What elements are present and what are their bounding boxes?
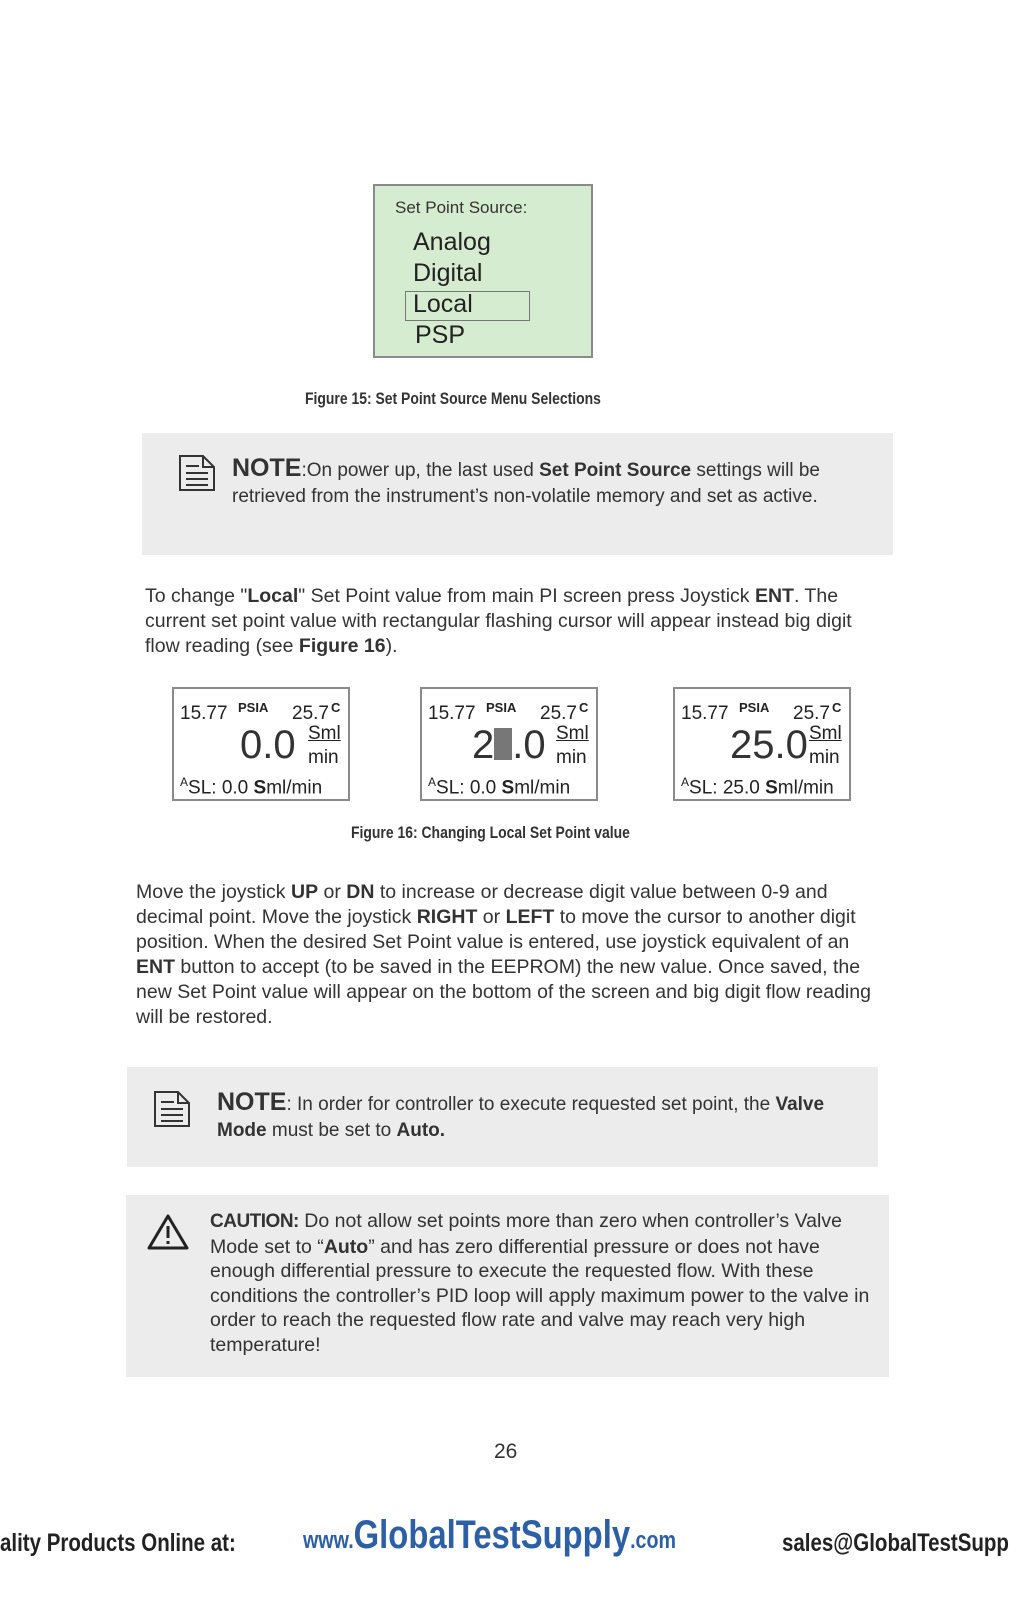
page-number: 26 — [494, 1440, 518, 1463]
p1-bold-c: Figure 16 — [298, 635, 386, 657]
note-box-2 — [127, 1067, 878, 1167]
caution-bold-a: Auto — [323, 1235, 369, 1258]
note-1-text-a: :On power up, the last used — [301, 460, 540, 481]
note-2-text — [217, 1089, 857, 1144]
p2-bold-a: UP — [290, 881, 319, 903]
flow-unit-bottom: min — [556, 747, 587, 768]
menu-header: Set Point Source: — [395, 198, 528, 217]
lcd-screen-2 — [420, 687, 598, 801]
footer-email[interactable]: sales@GlobalTestSupp — [782, 1529, 1009, 1557]
caution-text-a: Do not allow set points more than zero when controller’s Valve Mode set to “ — [210, 1210, 842, 1258]
note-1-text — [232, 455, 872, 510]
p1-c: . The current set point value with rectangular flashing cursor will appear instead big digit flow reading (see — [145, 585, 852, 657]
p1-a: To change " — [145, 585, 248, 607]
note-1-bold-a: Set Point Source — [539, 460, 692, 481]
p2-a: Move the joystick — [136, 881, 291, 903]
p1-d: ). — [385, 635, 398, 657]
menu-option-digital: Digital — [413, 259, 483, 287]
set-point-source-menu — [373, 184, 593, 358]
www-suffix: .com — [630, 1527, 676, 1554]
www-prefix: www. — [303, 1527, 354, 1554]
sl-value: 0.0 — [469, 777, 502, 799]
flow-unit-top: Sml — [308, 723, 341, 744]
temperature-unit: C — [579, 700, 589, 715]
sl-unit: ml/min — [777, 777, 834, 799]
p2-bold-b: DN — [346, 881, 375, 903]
note-2-bold-b: Auto. — [396, 1120, 446, 1141]
figure-16-caption: Figure 16: Changing Local Set Point value — [351, 823, 630, 842]
pressure-reading: 15.77 — [180, 703, 228, 724]
lcd-screen-3 — [673, 687, 851, 801]
menu-option-analog: Analog — [413, 228, 491, 256]
temperature-reading: 25.7 — [793, 703, 830, 724]
sl-s: S — [253, 777, 267, 799]
set-point-line — [180, 775, 322, 799]
menu-option-psp: PSP — [415, 321, 466, 349]
big-flow-value: 0.0 — [240, 723, 296, 767]
caution-box — [126, 1195, 889, 1377]
footer-website-link[interactable] — [303, 1513, 676, 1558]
digit-a: 2 — [472, 723, 495, 767]
caution-label: CAUTION: — [210, 1211, 299, 1232]
temperature-unit: C — [832, 700, 842, 715]
menu-option-local: Local — [413, 290, 473, 318]
sl-label: SL: — [436, 777, 470, 799]
pressure-reading: 15.77 — [428, 703, 476, 724]
pressure-unit: PSIA — [739, 700, 770, 715]
note-2-bold-a: Valve Mode — [217, 1094, 825, 1141]
pressure-reading: 15.77 — [681, 703, 729, 724]
note-2-text-a: : In order for controller to execute requested set point, the — [286, 1094, 776, 1115]
sl-label: SL: — [188, 777, 222, 799]
flashing-cursor — [494, 728, 512, 760]
p2-c: to increase or decrease digit value between 0-9 and decimal point. Move the joystick — [136, 881, 828, 928]
note-2-text-b: must be set to — [266, 1120, 397, 1141]
sl-value: 0.0 — [221, 777, 254, 799]
warning-triangle-icon — [146, 1213, 190, 1251]
sl-sup: A — [681, 775, 690, 789]
caution-text — [210, 1209, 882, 1357]
pressure-unit: PSIA — [238, 700, 269, 715]
temperature-unit: C — [331, 700, 341, 715]
note-label: NOTE — [232, 454, 302, 482]
caution-text-b: ” and has zero differential pressure or does not have enough differential pressure to execute the requested flow. With these conditions the controller’s PID loop will apply maximum power to the valve in order to reach the requested flow rate and valve may reach very high temperature! — [210, 1235, 870, 1356]
sl-s: S — [501, 777, 515, 799]
sl-label: SL: — [689, 777, 723, 799]
p1-b: " Set Point value from main PI screen press Joystick — [298, 585, 755, 607]
www-main: GlobalTestSupply — [353, 1513, 631, 1557]
set-point-line — [681, 775, 834, 799]
digit-b: .0 — [512, 723, 546, 767]
sl-unit: ml/min — [266, 777, 323, 799]
sl-value: 25.0 — [722, 777, 766, 799]
big-flow-value-editing — [472, 723, 546, 768]
note-icon — [152, 1089, 192, 1129]
flow-unit-bottom: min — [308, 747, 339, 768]
p2-bold-c: RIGHT — [416, 906, 478, 928]
p2-e: to move the cursor to another digit position. When the desired Set Point value is entered, use joystick equivalent of an — [136, 906, 856, 953]
big-flow-value: 25.0 — [730, 723, 808, 767]
flow-unit-top: Sml — [556, 723, 589, 744]
temperature-reading: 25.7 — [540, 703, 577, 724]
sl-unit: ml/min — [514, 777, 571, 799]
note-1-text-b: settings will be retrieved from the instrument’s non-volatile memory and set as active. — [232, 460, 820, 507]
p2-b: or — [318, 881, 347, 903]
note-icon — [177, 453, 217, 493]
note-box-1 — [142, 433, 893, 555]
p1-bold-b: ENT — [754, 585, 794, 607]
p2-bold-d: LEFT — [505, 906, 555, 928]
note-label: NOTE — [217, 1088, 287, 1116]
sl-sup: A — [428, 775, 437, 789]
paragraph-1 — [145, 584, 885, 659]
sl-sup: A — [180, 775, 189, 789]
flow-unit-bottom: min — [809, 747, 840, 768]
flow-unit-top: Sml — [809, 723, 842, 744]
footer-left-text: ality Products Online at: — [0, 1529, 236, 1557]
temperature-reading: 25.7 — [292, 703, 329, 724]
paragraph-2 — [136, 880, 881, 1030]
set-point-line — [428, 775, 570, 799]
lcd-screen-1 — [172, 687, 350, 801]
p2-f: button to accept (to be saved in the EEPROM) the new value. Once saved, the new Set Point value will appear on the bottom of the screen and big digit flow reading will be restored. — [136, 956, 871, 1028]
sl-s: S — [765, 777, 778, 799]
pressure-unit: PSIA — [486, 700, 517, 715]
figure-15-caption: Figure 15: Set Point Source Menu Selections — [305, 389, 601, 408]
p2-d: or — [477, 906, 506, 928]
p2-bold-e: ENT — [136, 956, 175, 978]
p1-bold-a: Local — [247, 585, 299, 607]
